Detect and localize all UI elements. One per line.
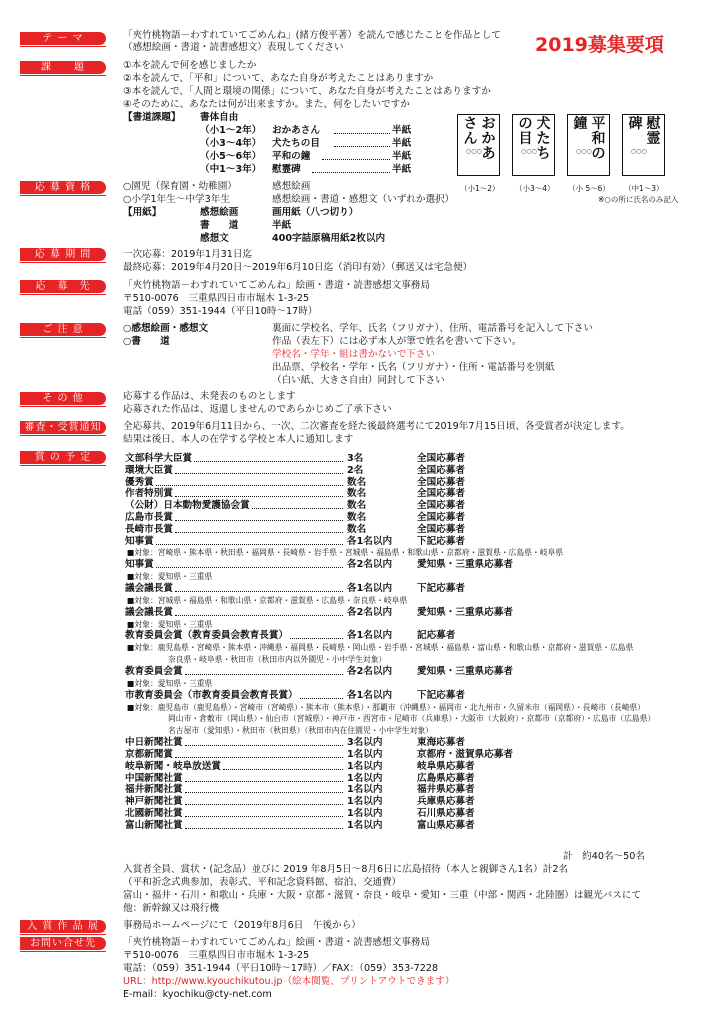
calligraphy-word: 慰霊碑	[272, 164, 301, 175]
prize-count: 1名以内	[347, 796, 383, 808]
caution-text: 出品票、学校名・学年・氏名（フリガナ）・住所・電話番号を別紙	[272, 362, 555, 373]
prize-name: 作者特別賞	[125, 488, 173, 500]
prize-count: 数名	[347, 523, 367, 535]
page-title: 2019募集要項	[535, 34, 664, 56]
name-placeholder: ○○○	[576, 148, 592, 155]
leader-dots	[175, 532, 343, 533]
calligraphy-grade: （小3～4年）	[200, 138, 262, 149]
calligraphy-style: 書体自由	[200, 112, 239, 123]
leader-dots	[185, 804, 343, 805]
prize-count: 1名以内	[347, 819, 383, 831]
caution-text: 作品（表左下）には必ず本人が筆で姓名を書いて下さい。	[272, 336, 522, 347]
prize-eligible: 全国応募者	[417, 512, 465, 523]
prize-count: 1名以内	[347, 772, 383, 784]
leader-dots	[156, 485, 343, 486]
prize-name: 福井新聞社賞	[125, 784, 183, 796]
prize-name: 文部科学大臣賞	[125, 453, 193, 464]
subject-item-1: ①本を読んで何を感じましたか	[123, 60, 257, 71]
prize-target-note: ■対象：愛知県・三重県	[127, 572, 213, 582]
paper-essay-spec: 400字詰原稿用紙2枚以内	[272, 233, 386, 244]
contact-postal: 〒510-0076 三重県四日市市堀木 1-3-25	[123, 950, 310, 961]
prize-count: 各1名以内	[347, 630, 393, 642]
prize-count: 各2名以内	[347, 666, 393, 677]
calligraphy-paper: 半紙	[392, 164, 412, 175]
prize-count: 3名	[347, 453, 364, 464]
prize-eligible: 全国応募者	[417, 453, 465, 464]
caution-painting-essay: ○感想絵画・感想文	[123, 323, 209, 334]
prize-eligible: 愛知県・三重県応募者	[417, 606, 513, 618]
prize-target-note: ■対象：宮城県・福島県・和歌山県・京都府・滋賀県・広島県・奈良県・岐阜県	[127, 595, 408, 605]
leader-dots	[156, 544, 343, 545]
leader-dots	[175, 520, 343, 521]
prize-name: 岐阜新聞・岐阜放送賞	[125, 760, 221, 772]
label-theme: テ ー マ	[20, 32, 106, 45]
prize-name: 教育委員会賞（教育委員会教育長賞）	[125, 630, 289, 642]
leader-dots	[252, 508, 343, 509]
leader-dots	[312, 172, 390, 173]
leader-dots	[185, 828, 343, 829]
prize-name: 議会議長賞	[125, 583, 173, 594]
leader-dots	[175, 757, 343, 758]
prize-target-note: ■対象：愛知県・三重県	[127, 678, 213, 688]
review-line-1: 全応募共、2019年6月11日から、一次、二次審査を経た後最終選考にて2019年7月15日頃、各受賞者が決定します。	[123, 421, 630, 432]
caution-text: （白い紙、大きさ自由）同封して下さい	[272, 375, 445, 386]
calligraphy-label: 【書道課題】	[123, 112, 181, 123]
prize-total: 計 約40名～50名	[563, 851, 645, 862]
leader-dots	[334, 133, 390, 134]
prize-count: 数名	[347, 476, 367, 488]
prize-name: 富山新聞社賞	[125, 819, 183, 831]
calligraphy-sample	[622, 114, 665, 176]
prize-count: 数名	[347, 488, 367, 500]
prize-target-note: 岡山市・倉敷市（岡山県）・仙台市（宮城県）・神戸市・西宮市・尼崎市（兵庫県）・大阪市（大阪府）・京都市（京都府）・広島市（広島県）	[168, 714, 656, 724]
leader-dots	[185, 674, 343, 675]
subject-item-3: ③本を読んで、「人間と環境の関係」について、あなた自身が考えたことはありますか	[123, 86, 491, 97]
address-postal: 〒510-0076 三重県四日市市堀木 1-3-25	[123, 293, 310, 304]
prize-name: 広島市長賞	[125, 512, 173, 523]
period-final: 最終応募：2019年4月20日～2019年6月10日迄（消印有効）（郵送又は宅急便）	[123, 262, 473, 273]
prize-eligible: 記応募者	[417, 630, 456, 642]
leader-dots	[185, 816, 343, 817]
paper-essay: 感想文	[200, 233, 229, 244]
sample-col-1: おかあ	[481, 116, 496, 162]
eligibility-students-category: 感想絵画・書道・感想文（いずれか選択）	[272, 194, 455, 205]
other-line-2: 応募された作品は、返還しませんのであらかじめご了承下さい	[123, 404, 392, 415]
exhibition-text: 事務局ホームページにて（2019年8月6日 午後から）	[123, 920, 361, 931]
calligraphy-word: 犬たちの目	[272, 138, 320, 149]
prize-target-note: ■対象：宮崎県・熊本県・秋田県・福岡県・長崎県・岩手県・宮城県・福島県・和歌山県・京都府・滋賀県・広島県・岐阜県	[127, 548, 564, 558]
subject-item-2: ②本を読んで、「平和」について、あなた自身が考えたことはありますか	[123, 73, 434, 84]
prize-eligible: 愛知県・三重県応募者	[417, 666, 513, 677]
leader-dots	[185, 792, 343, 793]
prize-eligible: 下記応募者	[417, 689, 465, 701]
address-phone: 電話（059）351-1944（平日10時～17時）	[123, 306, 318, 317]
leader-dots	[223, 769, 343, 770]
prize-eligible: 全国応募者	[417, 476, 465, 488]
prize-target-note: ■対象：愛知県・三重県	[127, 619, 213, 629]
prize-name: 長崎市長賞	[125, 523, 173, 535]
prize-target-note: 名古屋市（愛知県）・秋田市（秋田県）（秋田市内在住園児・小中学生対象）	[168, 726, 434, 736]
prize-footer: 入賞者全員、賞状・(記念品）並びに 2019 年8月5日～8月6日に広島招待（本人と親御さん1名）計2名	[123, 864, 569, 875]
prize-eligible: 愛知県・三重県応募者	[417, 559, 513, 571]
sample-col-2: 鐘	[573, 116, 588, 132]
leader-dots	[175, 496, 343, 497]
sample-col-2: の目	[518, 116, 533, 147]
prize-footer: 他：新幹線又は飛行機	[123, 903, 219, 914]
label-review: 審査・受賞通知	[20, 421, 106, 434]
prize-name: 議会議長賞	[125, 606, 173, 618]
prize-eligible: 京都府・滋賀県応募者	[417, 749, 513, 760]
sample-col-1: 平和の	[591, 116, 606, 162]
name-placeholder: ○○○	[631, 148, 647, 155]
label-other: そ の 他	[20, 392, 106, 405]
prize-name: 知事賞	[125, 559, 154, 571]
calligraphy-paper: 半紙	[392, 151, 412, 162]
prize-count: 1名以内	[347, 760, 383, 772]
contact-url-link[interactable]: URL：http://www.kyouchikutou.jp（絵本閲覧、プリントアウトできます）	[123, 976, 455, 987]
paper-calligraphy-spec: 半紙	[272, 220, 292, 231]
prize-eligible: 岐阜県応募者	[417, 760, 475, 772]
prize-count: 1名以内	[347, 749, 383, 760]
prize-name: 中国新聞社賞	[125, 772, 183, 784]
eligibility-kindergarten: ○園児（保育園・幼稚園）	[123, 181, 237, 192]
label-contact: お問い合せ先	[20, 937, 106, 950]
theme-line-2: （感想絵画・書道・読書感想文）表現してください	[123, 42, 344, 53]
sample-col-2: 碑	[628, 116, 643, 132]
prize-count: 3名以内	[347, 737, 383, 749]
prize-eligible: 兵庫県応募者	[417, 796, 475, 808]
prize-name: 神戸新聞社賞	[125, 796, 183, 808]
paper-painting-spec: 画用紙（八つ切り）	[272, 207, 359, 218]
paper-label: 【用紙】	[123, 207, 162, 218]
calligraphy-grade: （小1～2年）	[200, 125, 262, 136]
leader-dots	[322, 159, 390, 160]
sample-col-1: 慰霊	[646, 116, 661, 147]
caution-warning: 学校名・学年・組は書かないで下さい	[272, 349, 436, 360]
leader-dots	[156, 567, 343, 568]
calligraphy-grade: （小5～6年）	[200, 151, 262, 162]
paper-calligraphy: 書 道	[200, 220, 239, 231]
calligraphy-word: 平和の鐘	[272, 151, 311, 162]
calligraphy-sample	[512, 114, 555, 176]
prize-eligible: 石川県応募者	[417, 808, 475, 819]
subject-item-4: ④そのために、あなたは何が出来ますか。また、何をしたいですか	[123, 99, 410, 110]
calligraphy-word: おかあさん	[272, 125, 320, 136]
prize-name: 環境大臣賞	[125, 464, 173, 476]
prize-count: 1名以内	[347, 784, 383, 796]
caution-calligraphy: ○書 道	[123, 336, 170, 347]
caution-text: 裏面に学校名、学年、氏名（フリガナ）、住所、電話番号を記入して下さい	[272, 323, 593, 334]
prize-count: 各2名以内	[347, 559, 393, 571]
sample-caption: （小1～2）	[460, 184, 500, 193]
leader-dots	[175, 615, 343, 616]
name-placeholder: ○○○	[466, 148, 482, 155]
prize-eligible: 東海応募者	[417, 737, 465, 749]
prize-eligible: 全国応募者	[417, 488, 465, 500]
prize-count: 各1名以内	[347, 583, 393, 594]
calligraphy-sample	[457, 114, 500, 176]
prize-eligible: 広島県応募者	[417, 772, 475, 784]
leader-dots	[334, 146, 390, 147]
label-prize: 賞 の 予 定	[20, 451, 106, 464]
contact-phone-fax: 電話：（059）351-1944（平日10時～17時）／FAX：（059）353-7228	[123, 963, 439, 974]
label-exhibition: 入 賞 作 品 展	[20, 920, 106, 933]
leader-dots	[290, 638, 343, 639]
prize-count: 数名	[347, 512, 367, 523]
sample-col-1: 犬たち	[536, 116, 551, 162]
label-period: 応 募 期 間	[20, 248, 106, 261]
prize-target-note: ■対象：鹿児島県・宮崎県・熊本県・沖縄県・福岡県・長崎県・岡山県・岩手県・宮城県・福島県・富山県・和歌山県・京都府・滋賀県・広島県	[127, 643, 634, 653]
prize-name: 中日新聞社賞	[125, 737, 183, 749]
prize-eligible: 全国応募者	[417, 500, 465, 512]
prize-name: 知事賞	[125, 535, 154, 547]
prize-name: 優秀賞	[125, 476, 154, 488]
calligraphy-paper: 半紙	[392, 125, 412, 136]
calligraphy-grade: （中1～3年）	[200, 164, 262, 175]
contact-office: 「夾竹桃物語－わすれていてごめんね」絵画・書道・読書感想文事務局	[123, 937, 430, 948]
period-first: 一次応募：2019年1月31日迄	[123, 249, 253, 260]
eligibility-kindergarten-category: 感想絵画	[272, 181, 311, 192]
label-caution: ご 注 意	[20, 323, 106, 336]
paper-painting: 感想絵画	[200, 207, 239, 218]
sample-col-2: さん	[463, 116, 478, 147]
prize-eligible: 全国応募者	[417, 464, 465, 476]
prize-target-note: 奈良県・岐阜県・秋田市（秋田市内以外園児・小中学生対象）	[168, 655, 387, 665]
eligibility-students: ○小学1年生～中学3年生	[123, 194, 230, 205]
label-eligibility: 応 募 資 格	[20, 181, 106, 194]
name-placeholder: ○○○	[521, 148, 537, 155]
sample-note: ※○の所に氏名のみ記入	[598, 195, 679, 204]
prize-target-note: ■対象：鹿児島市（鹿児島県）・宮崎市（宮崎県）・熊本市（熊本県）・那覇市（沖縄県）・福岡市・北九州市・久留米市（福岡県）・長崎市（長崎県）	[127, 702, 646, 712]
prize-eligible: 富山県応募者	[417, 819, 475, 831]
leader-dots	[194, 461, 343, 462]
theme-line-1: 「夾竹桃物語－わすれていてごめんね」(緒方俊平著）を読んで感じたことを作品として	[123, 30, 501, 41]
leader-dots	[175, 591, 343, 592]
other-line-1: 応募する作品は、未発表のものとします	[123, 391, 296, 402]
address-office: 「夾竹桃物語－わすれていてごめんね」絵画・書道・読書感想文事務局	[123, 280, 430, 291]
prize-eligible: 福井県応募者	[417, 784, 475, 796]
review-line-2: 結果は後日、本人の在学する学校と本人に通知します	[123, 434, 354, 445]
calligraphy-paper: 半紙	[392, 138, 412, 149]
leader-dots	[185, 781, 343, 782]
sample-caption: （小 5～6）	[568, 184, 610, 193]
prize-name: 京都新聞賞	[125, 749, 173, 760]
prize-count: 数名	[347, 500, 367, 512]
leader-dots	[300, 698, 343, 699]
sample-caption: （中1～3）	[624, 184, 664, 193]
prize-count: 1名以内	[347, 808, 383, 819]
sample-caption: （小3～4）	[515, 184, 555, 193]
prize-count: 各1名以内	[347, 689, 393, 701]
contact-email-link[interactable]: E-mail：kyochiku@cty-net.com	[123, 989, 272, 1000]
prize-footer: （平和祈念式典参加、表彰式、平和記念資料館、宿泊、交通費）	[123, 877, 402, 888]
prize-count: 各1名以内	[347, 535, 393, 547]
calligraphy-sample	[567, 114, 610, 176]
prize-count: 各2名以内	[347, 606, 393, 618]
prize-name: 教育委員会賞	[125, 666, 183, 677]
label-address: 応 募 先	[20, 280, 106, 293]
prize-footer: 富山・福井・石川・和歌山・兵庫・大阪・京都・滋賀・奈良・岐阜・愛知・三重（中部・関西・北陸圏）は観光バスにて	[123, 890, 642, 901]
prize-eligible: 下記応募者	[417, 583, 465, 594]
prize-count: 2名	[347, 464, 364, 476]
prize-eligible: 下記応募者	[417, 535, 465, 547]
prize-name: （公財）日本動物愛護協会賞	[125, 500, 250, 512]
leader-dots	[175, 473, 343, 474]
prize-eligible: 全国応募者	[417, 523, 465, 535]
prize-name: 市教育委員会（市教育委員会教育長賞）	[125, 689, 298, 701]
label-subject: 課 題	[20, 61, 106, 74]
leader-dots	[185, 745, 343, 746]
prize-name: 北國新聞社賞	[125, 808, 183, 819]
